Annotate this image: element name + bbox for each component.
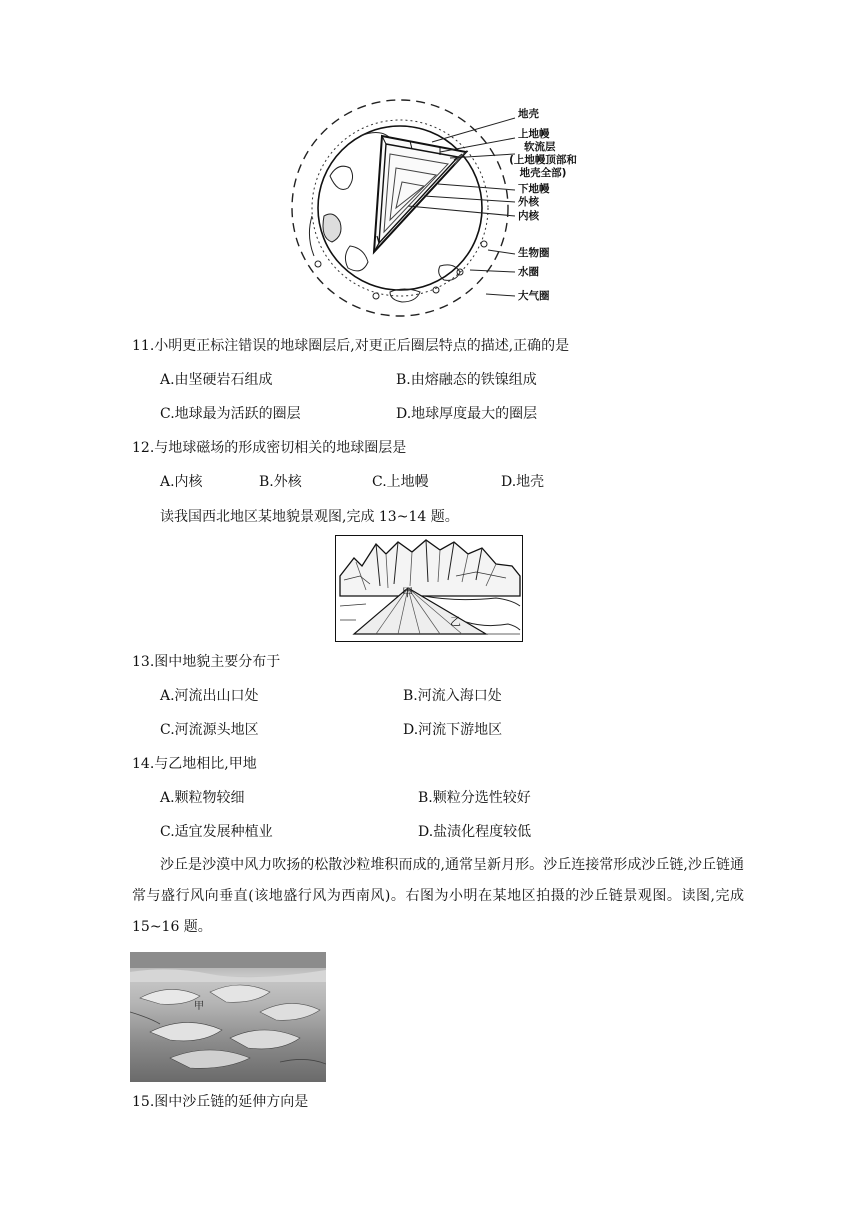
sand-dune-photo	[130, 952, 326, 1082]
q12-option-c: C.上地幔	[372, 474, 429, 490]
label-hydrosphere: 水圈	[518, 266, 539, 278]
q15-stem: 15.图中沙丘链的延伸方向是	[132, 1094, 309, 1110]
alluvial-fan-figure	[335, 535, 523, 642]
q12-option-a: A.内核	[160, 474, 203, 490]
q14-option-b: B.颗粒分选性较好	[418, 790, 531, 806]
q13-option-d: D.河流下游地区	[403, 722, 503, 738]
label-inner-core: 内核	[518, 210, 539, 222]
label-crust: 地壳	[518, 108, 539, 120]
q12-option-b: B.外核	[259, 474, 302, 490]
label-asthenosphere: 软流层	[524, 141, 556, 153]
earth-spheres-figure	[290, 96, 580, 324]
alluvial-fan-drawing	[336, 536, 521, 640]
label-upper-mantle: 上地幔	[518, 128, 550, 140]
q11-option-d: D.地球厚度最大的圈层	[396, 406, 538, 422]
q14-stem: 14.与乙地相比,甲地	[132, 756, 257, 772]
q13-stem: 13.图中地貌主要分布于	[132, 654, 281, 670]
label-atmosphere: 大气圈	[518, 290, 550, 302]
intro-15-16: 沙丘是沙漠中风力吹扬的松散沙粒堆积而成的,通常呈新月形。沙丘连接常形成沙丘链,沙丘链通常与盛行风向垂直(该地盛行风为西南风)。右图为小明在某地区拍摄的沙丘链景观图。读图,完成 15~16 题。	[132, 857, 744, 935]
label-outer-core: 外核	[518, 196, 539, 208]
q11-option-a: A.由坚硬岩石组成	[160, 372, 273, 388]
figure2-label-jia: 甲	[402, 586, 413, 599]
q14-option-d: D.盐渍化程度较低	[418, 824, 532, 840]
sand-dune-drawing	[130, 952, 326, 1082]
q13-option-c: C.河流源头地区	[160, 722, 259, 738]
figure3-label-jia: 甲	[194, 1001, 204, 1012]
q13-option-b: B.河流入海口处	[403, 688, 502, 704]
label-asthenosphere-note: (上地幔顶部和地壳全部)	[509, 154, 577, 179]
label-biosphere: 生物圈	[518, 247, 550, 259]
label-lower-mantle: 下地幔	[518, 183, 550, 195]
q14-option-a: A.颗粒物较细	[160, 790, 245, 806]
q11-option-b: B.由熔融态的铁镍组成	[396, 372, 537, 388]
q13-option-a: A.河流出山口处	[160, 688, 259, 704]
q14-option-c: C.适宜发展种植业	[160, 824, 273, 840]
q12-stem: 12.与地球磁场的形成密切相关的地球圈层是	[132, 440, 407, 456]
figure2-label-yi: 乙	[450, 615, 461, 628]
q11-option-c: C.地球最为活跃的圈层	[160, 406, 301, 422]
q12-option-d: D.地壳	[501, 474, 545, 490]
q11-stem: 11.小明更正标注错误的地球圈层后,对更正后圈层特点的描述,正确的是	[132, 338, 570, 354]
intro-13-14: 读我国西北地区某地貌景观图,完成 13~14 题。	[160, 509, 459, 525]
